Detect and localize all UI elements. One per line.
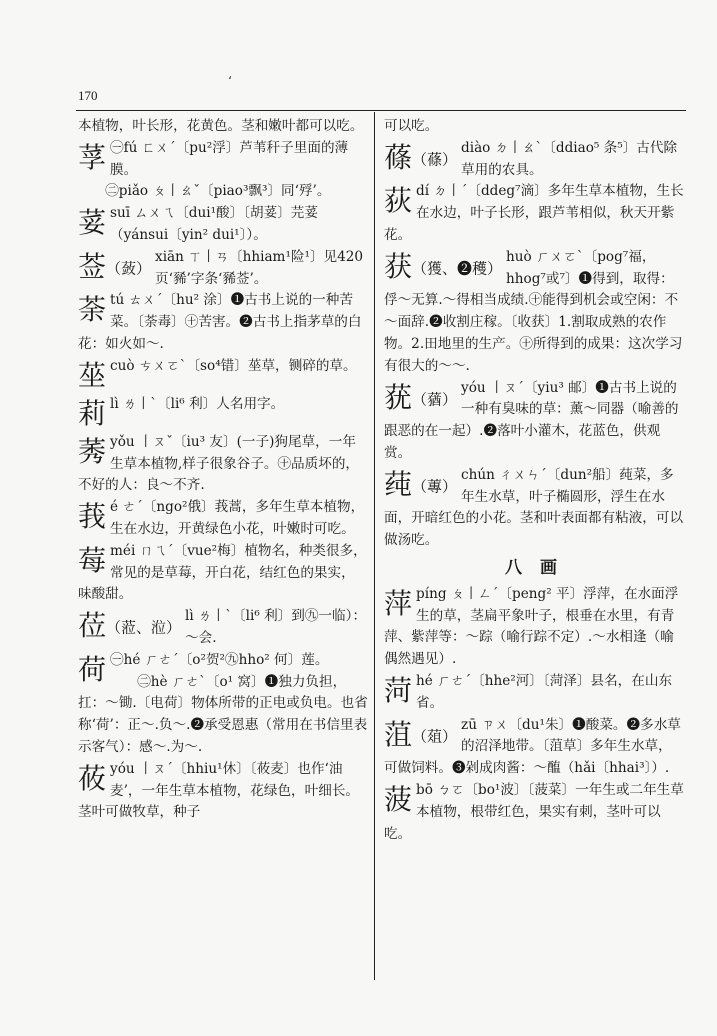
variant-form: （蓴） xyxy=(412,477,458,496)
definition: ㊁hè ㄏㄜˋ〔o¹ 窝〕❶独力负担，扛：～锄.〔电荷〕物体所带的正电或负电。也省称‘荷’：正～.负～.❷承受恩惠（常用在书信里表示客气）：感～.为～. xyxy=(78,673,368,755)
entry-zu xyxy=(384,715,684,780)
definition: yǒu 丨ㄡˇ〔iu³ 友〕(一子)狗尾草，一年生草本植物,样子很象谷子。㊉品质坏的，不好的人：良～不齐. xyxy=(78,433,360,494)
headword: 莼（蓴） xyxy=(384,467,458,501)
definition: ㊀fú ㄈㄨˊ〔pu²浮〕芦苇秆子里面的薄膜。 xyxy=(110,139,349,178)
entry-bo xyxy=(384,780,684,845)
variant-form: （蔹） xyxy=(106,259,152,278)
headword: 莝 xyxy=(78,358,107,392)
definition: lì ㄌ丨ˋ〔li⁶ 利〕到㊈一临）：～会. xyxy=(185,608,367,646)
entry-xian xyxy=(78,247,368,291)
definition: chún ㄔㄨㄣˊ〔dun²船〕莼菜，多年生水草，叶子椭圆形，浮生在水面，开暗红色的小花。茎和叶表面都有粘液，可以做汤吃。 xyxy=(384,466,684,549)
variant-form: （蓧） xyxy=(412,150,458,169)
continuation-text: 可以吃。 xyxy=(384,118,439,134)
definition: xiān ㄒ丨ㄢ〔hhiam¹险¹〕见420页‘豨’字条‘豨莶’。 xyxy=(155,248,364,287)
section-heading: 八 画 xyxy=(505,557,563,578)
headword: 萍 xyxy=(384,586,413,620)
definition: dí ㄉ丨ˊ〔ddeg⁷滴〕多年生草本植物，生长在水边，叶子长形，跟芦苇相似，秋天开紫花。 xyxy=(384,183,684,243)
entry-li2 xyxy=(78,606,368,650)
entry-sui xyxy=(78,203,368,247)
headword: 莸（蕕） xyxy=(384,380,458,414)
entry-tu xyxy=(78,290,368,355)
continuation-text: 本植物，叶长形，花黄色。茎和嫩叶都可以吃。 xyxy=(78,118,364,134)
page-number: 170 xyxy=(78,88,98,103)
definition: diào ㄉ丨ㄠˋ〔ddiao⁵ 条⁵〕古代除草用的农具。 xyxy=(461,139,678,178)
column-divider xyxy=(374,112,375,980)
entry-you3 xyxy=(384,378,684,465)
definition: ㊀hé ㄏㄜˊ〔o²贺²㊈hho² 何〕莲。 xyxy=(110,651,329,668)
entry-ping xyxy=(384,584,684,671)
headword: 荻 xyxy=(384,184,413,218)
headword: 莉 xyxy=(78,396,107,430)
definition: é ㄜˊ〔ngo²俄〕莪蒿，多年生草本植物，生在水边，开黄绿色小花，叶嫩时可吃。 xyxy=(110,499,365,537)
entry-huo xyxy=(384,247,684,378)
variant-form: （葅） xyxy=(412,727,458,746)
headword: 蓧（蓧） xyxy=(384,140,458,174)
left-column xyxy=(78,116,368,824)
headword: 莓 xyxy=(78,543,107,577)
definition: hé ㄏㄜˊ〔hhe²河〕〔菏泽〕县名，在山东省。 xyxy=(416,672,673,711)
entry-he2 xyxy=(384,671,684,715)
definition: ㊁piǎo ㄆ丨ㄠˇ〔piao³飘³〕同‘殍’。 xyxy=(105,183,331,200)
entry-cuo xyxy=(78,356,368,394)
definition: yóu 丨ㄡˊ〔hhiu¹休〕〔莜麦〕也作‘油麦’，一年生草本植物，花绿色，叶细长。茎叶可做牧草，种子 xyxy=(78,760,360,821)
headword: 菏 xyxy=(384,673,413,707)
headword: 荼 xyxy=(78,293,107,327)
right-column xyxy=(384,116,684,845)
definition: zū ㄗㄨ〔du¹朱〕❶酸菜。❷多水草的沼泽地带。〔菹草〕多年生水草，可做饲料。❸剁成肉酱：～醢（hǎi〔hhai³〕）. xyxy=(384,716,681,777)
headword: 莪 xyxy=(78,500,107,534)
entry-fu xyxy=(78,138,368,203)
definition: huò ㄏㄨㄛˋ〔pog⁷福，hhog⁷或⁷〕❶得到，取得：俘～无算.～得相当成绩.㊉能得到机会或空闲：不～面辞.❷收割庄稼。〔收获〕1.割取成熟的农作物。2.田地里的生产。㊉所得到的成果：这次学习有很大的～～. xyxy=(384,248,683,374)
headword: 获（獲、❷穫） xyxy=(384,249,503,283)
headword: 莜 xyxy=(78,761,107,795)
header-rule xyxy=(76,110,686,111)
definition: tú ㄊㄨˊ〔hu² 涂〕❶古书上说的一种苦菜。〔荼毒〕㊉苦害。❷古书上指茅草的白花：如火如～. xyxy=(78,292,362,352)
variant-form: （蕕） xyxy=(412,390,458,409)
headword: 荽 xyxy=(78,206,107,240)
definition: méi ㄇㄟˊ〔vue²梅〕植物名，种类很多，常见的是草莓，开白花，结红色的果实，味酸甜。 xyxy=(78,542,367,603)
entry-di xyxy=(384,181,684,246)
headword: 莠 xyxy=(78,434,107,468)
entry-you xyxy=(78,432,368,497)
variant-form: （獲、❷穫） xyxy=(412,259,503,278)
definition: cuò ㄘㄨㄛˋ〔so⁴错〕莝草，铡碎的草。 xyxy=(110,357,357,374)
definition: yóu 丨ㄡˊ〔yiu³ 邮〕❶古书上说的一种有臭味的草：薰～同器（喻善的跟恶的在一起）.❷落叶小灌木，花蓝色，供观赏。 xyxy=(384,379,679,461)
headword: 菠 xyxy=(384,782,413,816)
definition: lì ㄌ丨ˋ〔li⁶ 利〕人名用字。 xyxy=(110,395,285,412)
headword: 菹（葅） xyxy=(384,717,458,751)
definition: píng ㄆ丨ㄥˊ〔peng² 平〕浮萍，在水面浮生的草，茎扁平象叶子，根垂在水里，有青萍、紫萍等：～踪（喻行踪不定）.～水相逢（喻偶然遇见）. xyxy=(384,585,679,668)
entry-e xyxy=(78,497,368,541)
definition: suī ㄙㄨㄟ〔dui¹酸〕〔胡荽〕芫荽（yánsui〔yin² dui¹〕）。 xyxy=(110,205,318,243)
variant-form: （蒞、涖） xyxy=(106,618,182,637)
entry-mei xyxy=(78,541,368,606)
headword: 莅（蒞、涖） xyxy=(78,609,182,643)
definition: bō ㄅㄛ〔bo¹波〕〔菠菜〕一年生或二年生草本植物，根带红色，果实有刺，茎叶可以吃。 xyxy=(384,781,684,842)
entry-diao xyxy=(384,138,684,182)
page-mark: ‘ xyxy=(228,74,232,88)
entry-you2 xyxy=(78,759,368,824)
headword: 荷 xyxy=(78,652,107,686)
entry-he xyxy=(78,650,368,759)
headword: 莩 xyxy=(78,140,107,174)
entry-li xyxy=(78,394,368,432)
headword: 莶（蔹） xyxy=(78,249,152,283)
entry-chun xyxy=(384,465,684,552)
